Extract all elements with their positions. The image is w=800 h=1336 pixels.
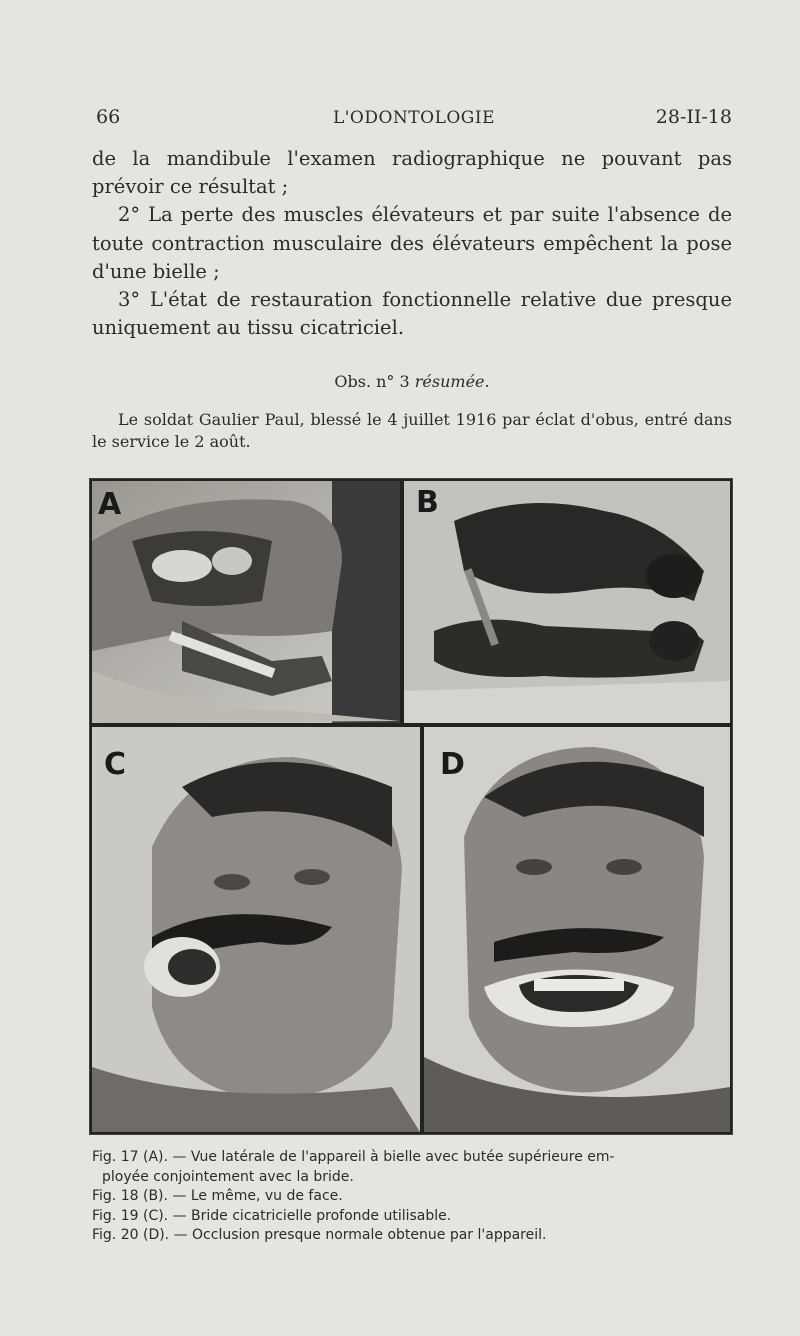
caption-fig19: Fig. 19 (C). — Bride cicatricielle profonde utilisable. (92, 1207, 452, 1224)
observation-paragraph: Le soldat Gaulier Paul, blessé le 4 juillet 1916 par éclat d'obus, entré dans le service le 2 août. (92, 410, 732, 451)
observation-title-prefix: Obs. n° 3 (334, 372, 410, 391)
caption-fig20: Fig. 20 (D). — Occlusion presque normale obtenue par l'appareil. (92, 1227, 547, 1244)
issue-date: 28-II-18 (655, 106, 732, 128)
panel-c-photo (92, 727, 420, 1132)
patient-scar-photo (92, 727, 420, 1132)
body-text (92, 145, 732, 342)
paragraph-1: de la mandibule l'examen radiographique ne pouvant pas prévoir ce résultat ; (92, 147, 732, 199)
figure-plate (89, 478, 733, 1135)
observation-title-italic: résumée. (414, 372, 490, 391)
appliance-front-photo (404, 481, 730, 723)
panel-c-label: C (104, 747, 127, 782)
paragraph-3: 3° L'état de restauration fonctionnelle relative due presque uniquement au tissu cicatriciel. (92, 288, 732, 340)
patient-occlusion-photo (424, 727, 730, 1132)
panel-d-photo (424, 727, 730, 1132)
caption-fig18: Fig. 18 (B). — Le même, vu de face. (92, 1188, 343, 1205)
appliance-lateral-photo (92, 481, 400, 723)
panel-a-photo (92, 481, 400, 723)
paragraph-2: 2° La perte des muscles élévateurs et par suite l'absence de toute contraction musculaire des élévateurs empêchent la pose d'une bielle ; (92, 203, 732, 283)
caption-fig17-line1: Fig. 17 (A). — Vue latérale de l'appareil à bielle avec butée supérieure em- (92, 1149, 615, 1165)
panel-b-label: B (416, 485, 439, 520)
figure-captions (92, 1148, 732, 1246)
panel-b-photo (404, 481, 730, 723)
page-header (96, 106, 732, 134)
page-number: 66 (96, 106, 121, 128)
panel-a-label: A (98, 487, 122, 522)
observation-text (92, 409, 732, 453)
caption-fig17-line2: ployée conjointement avec la bride. (102, 1168, 354, 1185)
journal-title: L'ODONTOLOGIE (332, 108, 496, 128)
panel-d-label: D (440, 747, 465, 782)
observation-title (92, 372, 732, 391)
